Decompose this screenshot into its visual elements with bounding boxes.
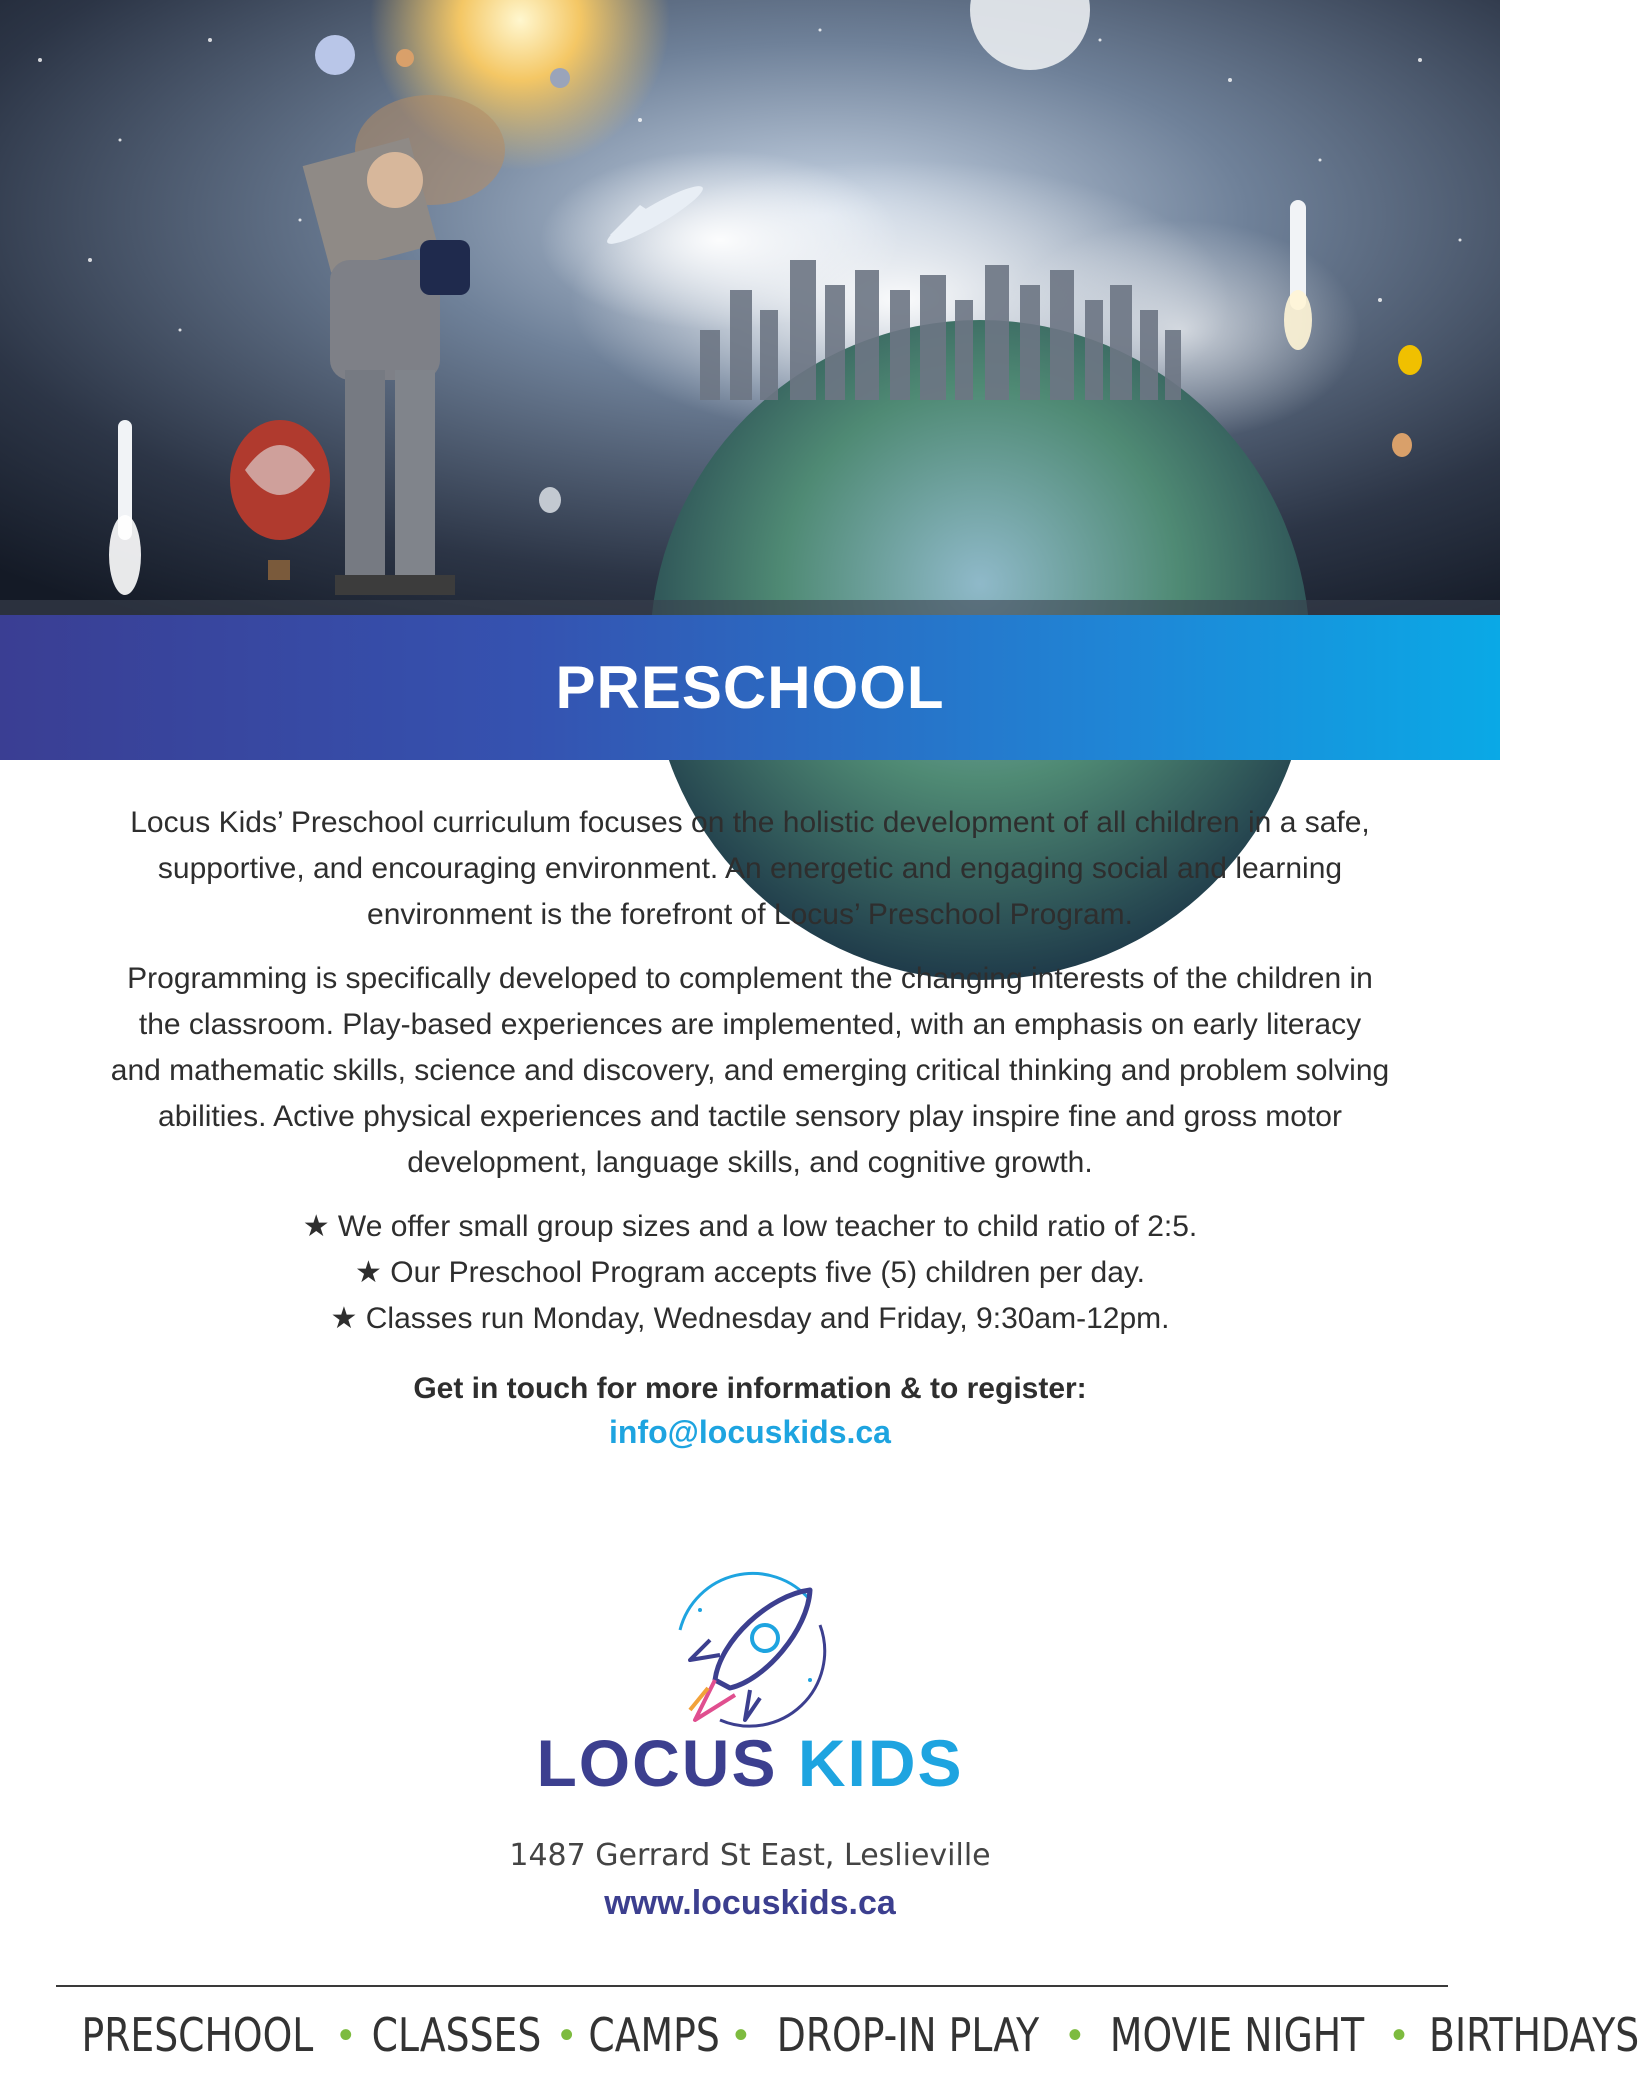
separator-dot: • bbox=[733, 2012, 748, 2057]
brand-wordmark bbox=[0, 1725, 1500, 1801]
separator-dot: • bbox=[1067, 2012, 1082, 2057]
page-title: PRESCHOOL bbox=[555, 654, 945, 721]
highlight-item: ★ Our Preschool Program accepts five (5) children per day. bbox=[355, 1256, 1145, 1289]
footer-item-camps: CAMPS bbox=[588, 2008, 720, 2062]
footer-item-classes: CLASSES bbox=[371, 2008, 542, 2062]
highlight-item: ★ We offer small group sizes and a low teacher to child ratio of 2:5. bbox=[302, 1210, 1198, 1243]
address: 1487 Gerrard St East, Leslieville bbox=[509, 1838, 991, 1873]
rocket-logo-icon bbox=[660, 1570, 840, 1740]
brand-name-kids: KIDS bbox=[797, 1726, 964, 1800]
footer-item-drop-in-play: DROP-IN PLAY bbox=[776, 2008, 1040, 2062]
highlight-item: ★ Classes run Monday, Wednesday and Friday, 9:30am-12pm. bbox=[330, 1302, 1170, 1335]
footer-item-birthdays: BIRTHDAYS bbox=[1429, 2008, 1639, 2062]
intro-paragraph-1: Locus Kids’ Preschool curriculum focuses on the holistic development of all children in a safe, supportive, and encouraging environment. An energetic and engaging social and learning environment is the forefront of Locus’ Preschool Program. bbox=[130, 806, 1370, 931]
contact-cta bbox=[110, 1372, 1390, 1451]
brand-name-locus: LOCUS bbox=[536, 1726, 778, 1800]
contact-cta-text: Get in touch for more information & to register: bbox=[413, 1372, 1087, 1405]
separator-dot: • bbox=[1392, 2012, 1407, 2057]
footer-item-movie-night: MOVIE NIGHT bbox=[1109, 2008, 1365, 2062]
website-link[interactable]: www.locuskids.ca bbox=[604, 1884, 896, 1922]
email-link[interactable]: info@locuskids.ca bbox=[609, 1414, 891, 1450]
main-content bbox=[110, 800, 1390, 1451]
footer-program-list bbox=[56, 2008, 1639, 2062]
space-scene-illustration bbox=[0, 0, 1500, 615]
footer-divider bbox=[56, 1985, 1448, 1987]
footer-item-preschool: PRESCHOOL bbox=[81, 2008, 314, 2062]
hero-image bbox=[0, 0, 1500, 615]
intro-paragraph-2: Programming is specifically developed to complement the changing interests of the children in the classroom. Play-based experiences are implemented, with an emphasis on early literacy and mathematic skills, science and discovery, and emerging critical thinking and problem solving abilities. Active physical experiences and tactile sensory play inspire fine and gross motor development, language skills, and cognitive growth. bbox=[110, 962, 1390, 1179]
highlights-list bbox=[110, 1204, 1390, 1342]
title-banner bbox=[0, 615, 1500, 760]
separator-dot: • bbox=[559, 2012, 574, 2057]
separator-dot: • bbox=[338, 2012, 353, 2057]
